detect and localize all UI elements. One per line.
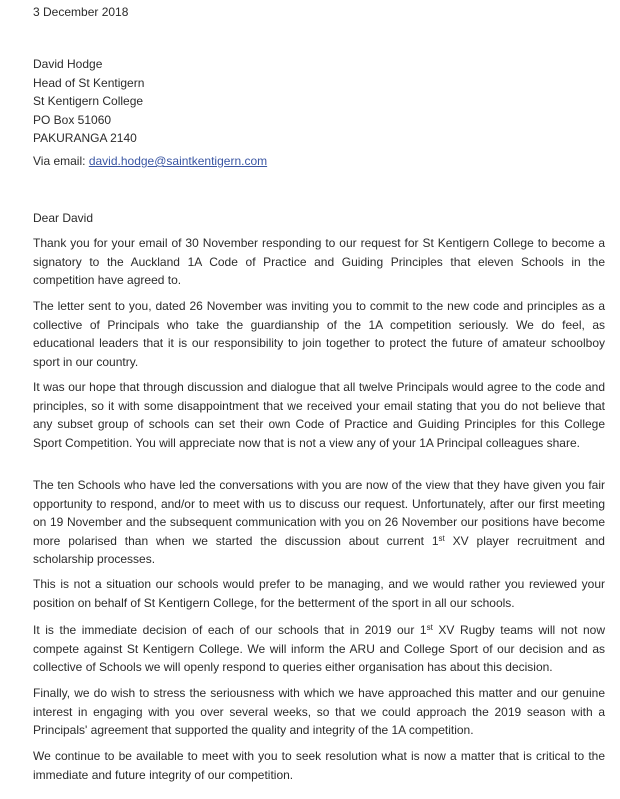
recipient-organisation: St Kentigern College	[33, 94, 144, 109]
letter-date: 3 December 2018	[33, 5, 129, 19]
recipient-city: PAKURANGA 2140	[33, 131, 137, 146]
paragraph-4	[33, 476, 605, 569]
paragraph-6-superscript: st	[426, 623, 433, 632]
paragraph-4-superscript: st	[438, 533, 445, 543]
paragraph-3: It was our hope that through discussion and dialogue that all twelve Principals would agree to the code and principles, so it with some disappointment that we received your email stating that you do not believe that any subset group of schools can set their own Code of Practice and Guiding Principles for this College Sport Competition. You will appreciate now that is not a view any of your 1A Principal colleagues share.	[33, 380, 605, 450]
recipient-title: Head of St Kentigern	[33, 75, 145, 90]
paragraph-1: Thank you for your email of 30 November responding to our request for St Kentigern College to become a signatory to the Auckland 1A Code of Practice and Guiding Principles that eleven Schools in the competition have agreed to.	[33, 236, 605, 287]
paragraph-4-text-a: The ten Schools who have led the conversations with you are now of the view that they have given you fair opportunity to respond, and/or to meet with us to discuss our request. Unfortunately, after our first meeting on 19 November and the subsequent communication with you on 26 November our positions have become more polarised than when we started the discussion about current 1	[33, 478, 605, 548]
paragraph-6	[33, 621, 605, 677]
paragraph-8: We continue to be available to meet with you to seek resolution what is now a matter that is critical to the immediate and future integrity of our competition.	[33, 749, 605, 782]
recipient-po-box: PO Box 51060	[33, 112, 112, 127]
paragraph-5: This is not a situation our schools would prefer to be managing, and we would rather you reviewed your position on behalf of St Kentigern College, for the betterment of the sport in all our schools.	[33, 577, 605, 610]
paragraph-2: The letter sent to you, dated 26 November was inviting you to commit to the new code and principles as a collective of Principals who take the guardianship of the 1A competition seriously. We do feel, as educational leaders that it is our responsibility to join together to protect the future of amateur schoolboy sport in our country.	[33, 299, 605, 369]
paragraph-6-text-b: XV Rugby teams will not now compete against St Kentigern College. We will inform the ARU and College Sport of our decision and as collective of Schools we will openly respond to queries either organisation has about this decision.	[33, 623, 605, 674]
salutation: Dear David	[33, 211, 94, 225]
via-email-line	[33, 152, 267, 170]
paragraph-7: Finally, we do wish to stress the seriousness with which we have approached this matter and our genuine interest in engaging with you over several weeks, so that we could approach the 2019 season with a Principals' agreement that supported the quality and integrity of the 1A competition.	[33, 686, 605, 737]
paragraph-4-text-b: XV player recruitment and scholarship processes.	[33, 533, 605, 566]
via-label: Via email:	[33, 154, 86, 168]
email-link[interactable]: david.hodge@saintkentigern.com	[88, 154, 268, 168]
recipient-name: David Hodge	[33, 57, 103, 71]
paragraph-6-text-a: It is the immediate decision of each of our schools that in 2019 our 1	[33, 623, 427, 637]
recipient-address	[33, 55, 144, 148]
